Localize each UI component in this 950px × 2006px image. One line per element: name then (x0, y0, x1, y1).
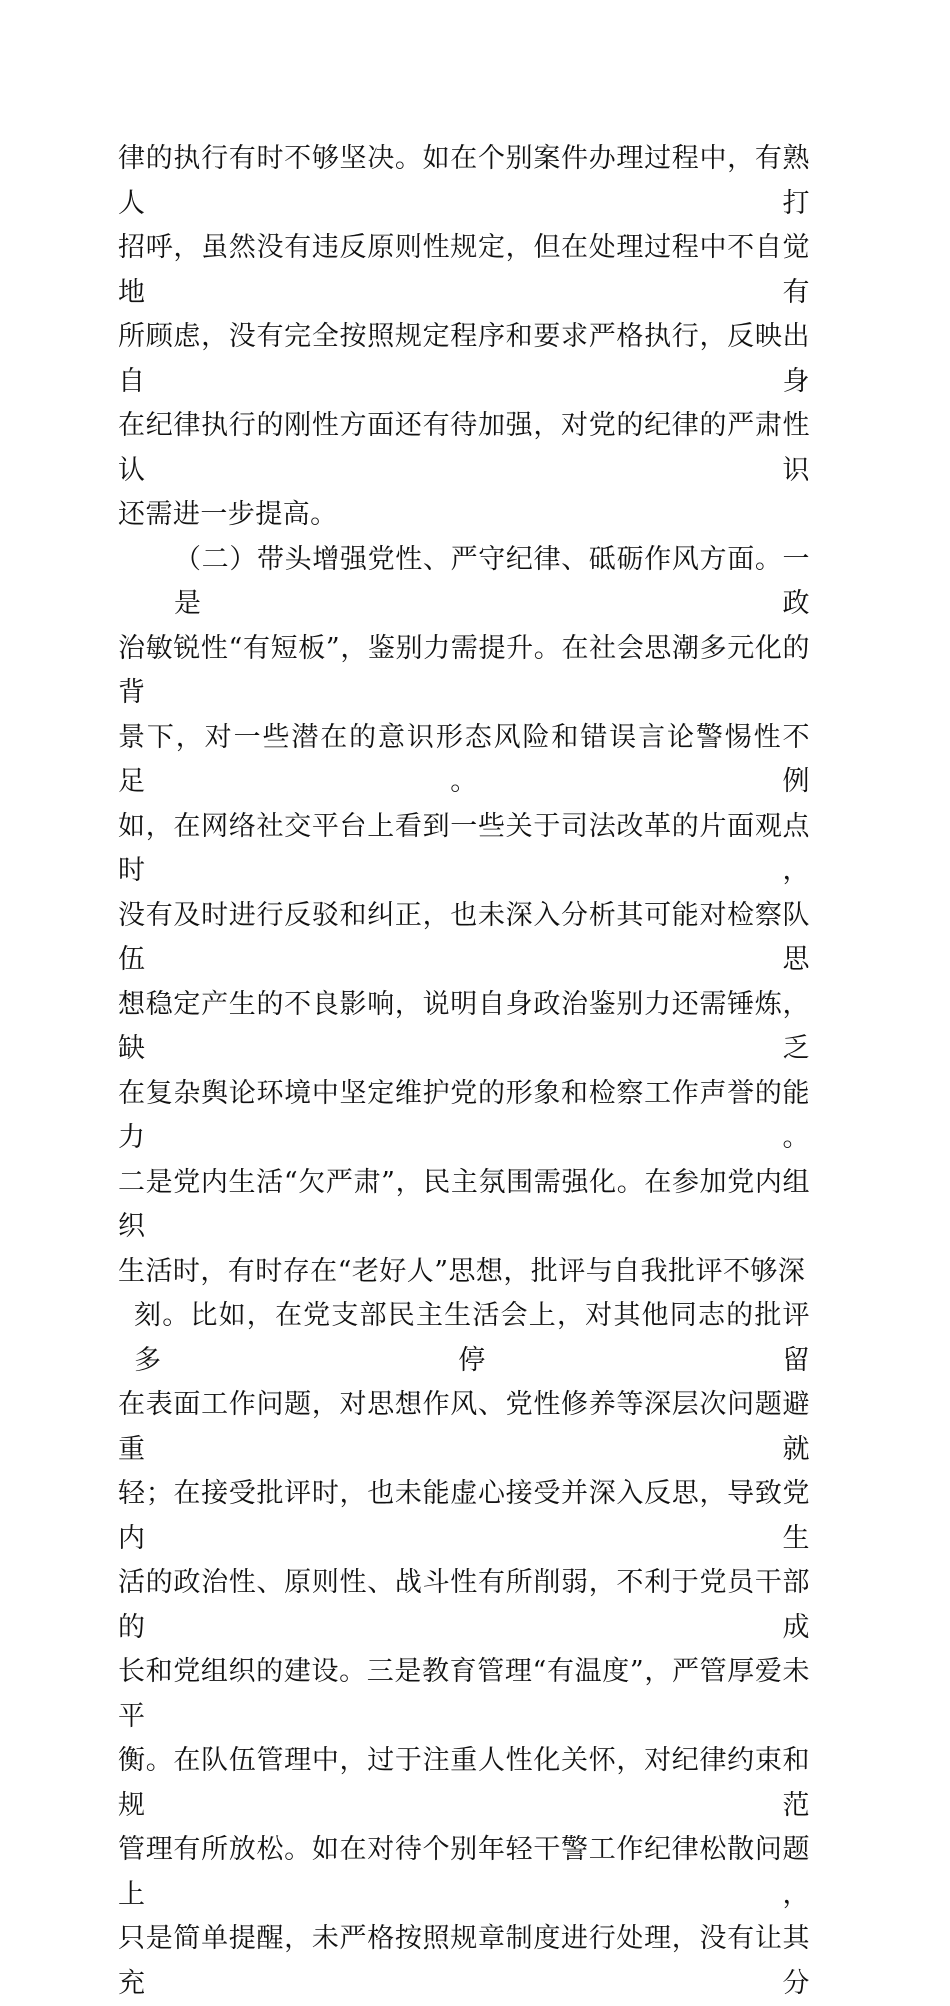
text-line: 长和党组织的建设。三是教育管理“有温度”，严管厚爱未平 (118, 1656, 810, 1732)
text-line: 还需进一步提高。 (118, 499, 338, 530)
text-line: 活的政治性、原则性、战斗性有所削弱，不利于党员干部的成 (118, 1567, 810, 1643)
text-line: 在纪律执行的刚性方面还有待加强，对党的纪律的严肃性认识 (118, 410, 810, 486)
text-line: 律的执行有时不够坚决。如在个别案件办理过程中，有熟人打 (118, 143, 810, 219)
text-line: 生活时，有时存在“老好人”思想，批评与自我批评不够深 (118, 1255, 806, 1287)
text-line: 衡。在队伍管理中，过于注重人性化关怀，对纪律约束和规范 (118, 1745, 810, 1821)
text-line: 在表面工作问题，对思想作风、党性修养等深层次问题避重就 (118, 1389, 810, 1465)
text-line: 招呼，虽然没有违反原则性规定，但在处理过程中不自觉地有 (118, 232, 810, 308)
text-line: 刻。比如，在党支部民主生活会上，对其他同志的批评多停留 (134, 1300, 810, 1376)
text-line: 在复杂舆论环境中坚定维护党的形象和检察工作声誉的能力。 (118, 1077, 810, 1153)
text-line: 只是简单提醒，未严格按照规章制度进行处理，没有让其充分 (118, 1923, 810, 1999)
text-line: 没有及时进行反驳和纠正，也未深入分析其可能对检察队伍思 (118, 899, 810, 975)
text-line: 想稳定产生的不良影响，说明自身政治鉴别力还需锤炼，缺乏 (118, 988, 810, 1064)
text-line: 如，在网络社交平台上看到一些关于司法改革的片面观点时， (118, 810, 810, 886)
text-line: 轻；在接受批评时，也未能虚心接受并深入反思，导致党内生 (118, 1478, 810, 1554)
text-line: 二是党内生活“欠严肃”，民主氛围需强化。在参加党内组织 (118, 1166, 810, 1242)
text-line: 所顾虑，没有完全按照规定程序和要求严格执行，反映出自身 (118, 321, 810, 397)
text-line: 管理有所放松。如在对待个别年轻干警工作纪律松散问题上， (118, 1834, 810, 1910)
section-heading-line: （二）带头增强党性、严守纪律、砥砺作风方面。一是政 (174, 543, 810, 619)
text-line: 治敏锐性“有短板”，鉴别力需提升。在社会思潮多元化的背 (118, 632, 810, 708)
body-text (118, 137, 838, 2006)
text-line: 景下，对一些潜在的意识形态风险和错误言论警惕性不足。例 (118, 721, 810, 797)
